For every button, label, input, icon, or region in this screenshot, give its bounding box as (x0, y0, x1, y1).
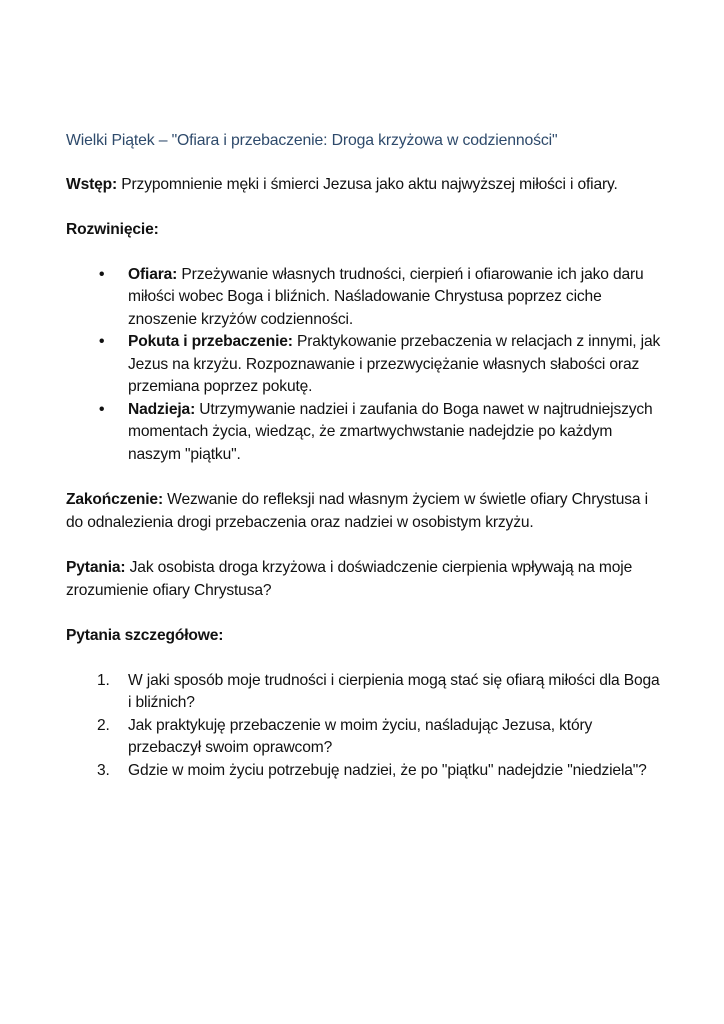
list-item-sacrifice (66, 264, 666, 332)
item-number: 2. (97, 716, 110, 734)
item-text: Gdzie w moim życiu potrzebuję nadziei, że po "piątku" nadejdzie "niedziela"? (128, 761, 647, 779)
question-paragraph (66, 557, 666, 602)
detailed-questions-heading: Pytania szczegółowe: (66, 627, 224, 644)
item-label: Ofiara: (128, 265, 178, 283)
item-label: Nadzieja: (128, 400, 196, 418)
list-item-question-1 (66, 670, 666, 715)
item-label: Pokuta i przebaczenie: (128, 333, 293, 350)
question-label: Pytania: (66, 559, 126, 576)
document-page (66, 130, 666, 782)
question-text: Jak osobista droga krzyżowa i doświadczenie cierpienia wpływają na moje zrozumienie ofiary Chrystusa? (66, 559, 633, 599)
document-title: Wielki Piątek – "Ofiara i przebaczenie: Droga krzyżowa w codzienności" (66, 132, 558, 149)
conclusion-label: Zakończenie: (66, 491, 163, 508)
list-item-question-2 (66, 715, 666, 760)
development-heading: Rozwinięcie: (66, 221, 159, 238)
list-item-hope (66, 399, 666, 467)
item-number: 1. (97, 671, 110, 689)
conclusion-paragraph (66, 489, 666, 534)
item-text: Przeżywanie własnych trudności, cierpień i ofiarowanie ich jako daru miłości wobec Boga i bliźnich. Naśladowanie Chrystusa poprzez ciche znoszenie krzyżów codzienności. (128, 265, 644, 328)
bullet-icon: • (99, 400, 105, 418)
list-item-penance (66, 331, 666, 399)
bullet-icon: • (99, 265, 105, 283)
intro-text: Przypomnienie męki i śmierci Jezusa jako aktu najwyższej miłości i ofiary. (117, 175, 618, 193)
detailed-questions-list (66, 670, 666, 783)
development-list (66, 264, 666, 467)
item-text: W jaki sposób moje trudności i cierpienia mogą stać się ofiarą miłości dla Boga i bliźnich? (128, 671, 660, 711)
intro-label: Wstęp: (66, 175, 118, 193)
bullet-icon: • (99, 333, 105, 350)
conclusion-text: Wezwanie do refleksji nad własnym życiem w świetle ofiary Chrystusa i do odnalezienia drogi przebaczenia oraz nadziei w osobistym krzyżu. (66, 491, 648, 531)
item-text: Jak praktykuję przebaczenie w moim życiu, naśladując Jezusa, który przebaczył swoim oprawcom? (128, 716, 593, 756)
item-text: Praktykowanie przebaczenia w relacjach z innymi, jak Jezus na krzyżu. Rozpoznawanie i przezwyciężanie własnych słabości oraz przemiana poprzez pokutę. (128, 333, 661, 395)
item-text: Utrzymywanie nadziei i zaufania do Boga nawet w najtrudniejszych momentach życia, wiedząc, że zmartwychwstanie nadejdzie po każdym naszym "piątku". (128, 400, 653, 463)
item-number: 3. (97, 761, 110, 779)
intro-paragraph (66, 174, 666, 197)
list-item-question-3 (66, 760, 666, 783)
